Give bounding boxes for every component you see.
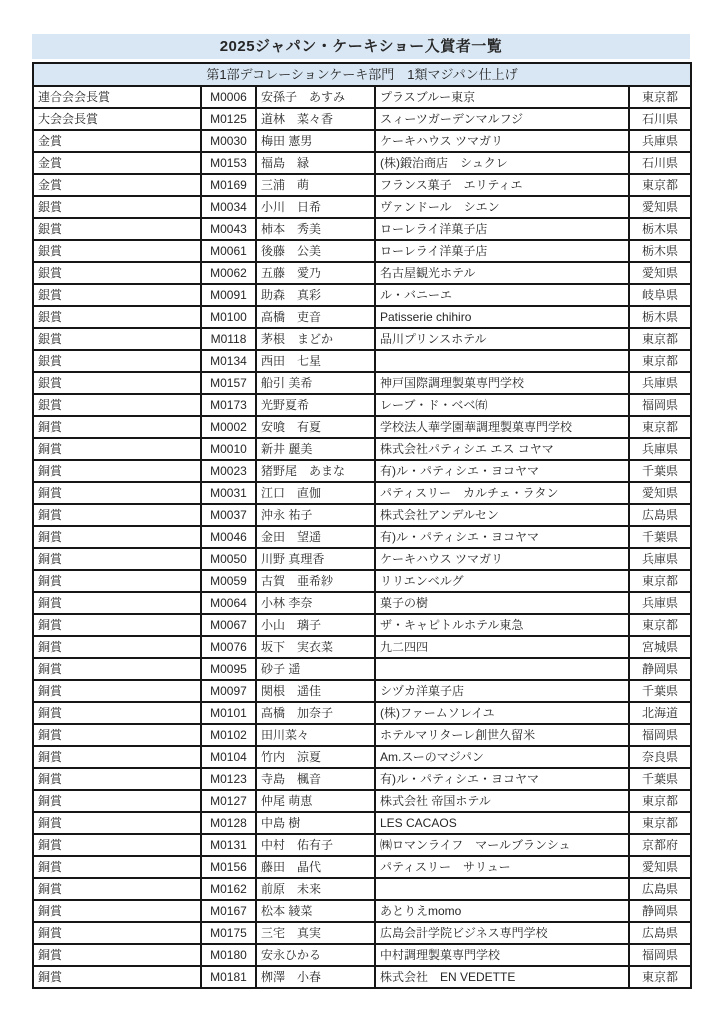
shop-cell: 九二四四 <box>375 636 629 658</box>
entry-id-cell: M0046 <box>201 526 256 548</box>
shop-cell: シヅカ洋菓子店 <box>375 680 629 702</box>
table-row <box>33 394 691 416</box>
award-cell: 銅賞 <box>33 680 201 702</box>
name-cell: 前原 未来 <box>256 878 375 900</box>
prefecture-cell: 福岡県 <box>629 394 691 416</box>
shop-cell: レーブ・ド・ベベ㈲ <box>375 394 629 416</box>
name-cell: 助森 真彩 <box>256 284 375 306</box>
table-row <box>33 526 691 548</box>
name-cell: 田川菜々 <box>256 724 375 746</box>
award-cell: 銀賞 <box>33 394 201 416</box>
entry-id-cell: M0102 <box>201 724 256 746</box>
shop-cell: 神戸国際調理製菓専門学校 <box>375 372 629 394</box>
award-cell: 銀賞 <box>33 328 201 350</box>
shop-cell <box>375 350 629 372</box>
award-cell: 銅賞 <box>33 900 201 922</box>
award-cell: 銅賞 <box>33 812 201 834</box>
entry-id-cell: M0167 <box>201 900 256 922</box>
entry-id-cell: M0162 <box>201 878 256 900</box>
table-row <box>33 262 691 284</box>
name-cell: 関根 遥佳 <box>256 680 375 702</box>
entry-id-cell: M0128 <box>201 812 256 834</box>
shop-cell: (株)鍛治商店 シュクレ <box>375 152 629 174</box>
table-row <box>33 768 691 790</box>
table-row <box>33 878 691 900</box>
shop-cell: (株)ファームソレイユ <box>375 702 629 724</box>
entry-id-cell: M0006 <box>201 86 256 108</box>
prefecture-cell: 栃木県 <box>629 218 691 240</box>
prefecture-cell: 東京都 <box>629 328 691 350</box>
table-row <box>33 834 691 856</box>
name-cell: 小川 日希 <box>256 196 375 218</box>
award-cell: 銅賞 <box>33 526 201 548</box>
entry-id-cell: M0062 <box>201 262 256 284</box>
prefecture-cell: 兵庫県 <box>629 130 691 152</box>
award-cell: 銀賞 <box>33 284 201 306</box>
award-cell: 銅賞 <box>33 636 201 658</box>
name-cell: 高橋 加奈子 <box>256 702 375 724</box>
entry-id-cell: M0180 <box>201 944 256 966</box>
award-cell: 銅賞 <box>33 834 201 856</box>
name-cell: 沖永 祐子 <box>256 504 375 526</box>
entry-id-cell: M0059 <box>201 570 256 592</box>
prefecture-cell: 北海道 <box>629 702 691 724</box>
prefecture-cell: 石川県 <box>629 152 691 174</box>
entry-id-cell: M0169 <box>201 174 256 196</box>
table-row <box>33 790 691 812</box>
name-cell: 五藤 愛乃 <box>256 262 375 284</box>
name-cell: 松本 綾菜 <box>256 900 375 922</box>
table-row <box>33 372 691 394</box>
page-title: 2025ジャパン・ケーキショー入賞者一覧 <box>32 34 690 59</box>
award-cell: 銀賞 <box>33 262 201 284</box>
entry-id-cell: M0156 <box>201 856 256 878</box>
table-row <box>33 570 691 592</box>
shop-cell: 学校法人華学園華調理製菓専門学校 <box>375 416 629 438</box>
name-cell: 道林 菜々香 <box>256 108 375 130</box>
prefecture-cell: 千葉県 <box>629 680 691 702</box>
table-row <box>33 438 691 460</box>
award-cell: 銅賞 <box>33 570 201 592</box>
award-cell: 銅賞 <box>33 944 201 966</box>
prefecture-cell: 広島県 <box>629 504 691 526</box>
prefecture-cell: 栃木県 <box>629 306 691 328</box>
entry-id-cell: M0100 <box>201 306 256 328</box>
prefecture-cell: 兵庫県 <box>629 592 691 614</box>
prefecture-cell: 東京都 <box>629 812 691 834</box>
prefecture-cell: 東京都 <box>629 174 691 196</box>
shop-cell: ケーキハウス ツマガリ <box>375 130 629 152</box>
shop-cell: 有)ル・パティシエ・ヨコヤマ <box>375 526 629 548</box>
prefecture-cell: 広島県 <box>629 878 691 900</box>
shop-cell: 品川プリンスホテル <box>375 328 629 350</box>
table-row <box>33 922 691 944</box>
entry-id-cell: M0023 <box>201 460 256 482</box>
award-cell: 金賞 <box>33 152 201 174</box>
prefecture-cell: 愛知県 <box>629 482 691 504</box>
table-row <box>33 856 691 878</box>
prefecture-cell: 千葉県 <box>629 460 691 482</box>
shop-cell: Patisserie chihiro <box>375 306 629 328</box>
award-cell: 銅賞 <box>33 658 201 680</box>
prefecture-cell: 静岡県 <box>629 658 691 680</box>
prefecture-cell: 東京都 <box>629 790 691 812</box>
entry-id-cell: M0157 <box>201 372 256 394</box>
name-cell: 砂子 遥 <box>256 658 375 680</box>
name-cell: 光野夏希 <box>256 394 375 416</box>
table-row <box>33 658 691 680</box>
table-row <box>33 724 691 746</box>
award-cell: 銅賞 <box>33 878 201 900</box>
name-cell: 坂下 実衣菜 <box>256 636 375 658</box>
award-cell: 銀賞 <box>33 196 201 218</box>
table-row <box>33 196 691 218</box>
entry-id-cell: M0002 <box>201 416 256 438</box>
table-row <box>33 702 691 724</box>
prefecture-cell: 岐阜県 <box>629 284 691 306</box>
shop-cell <box>375 658 629 680</box>
prefecture-cell: 千葉県 <box>629 526 691 548</box>
table-row <box>33 174 691 196</box>
name-cell: 藤田 晶代 <box>256 856 375 878</box>
table-row <box>33 108 691 130</box>
name-cell: 三宅 真実 <box>256 922 375 944</box>
entry-id-cell: M0061 <box>201 240 256 262</box>
entry-id-cell: M0097 <box>201 680 256 702</box>
entry-id-cell: M0175 <box>201 922 256 944</box>
name-cell: 古賀 亜希紗 <box>256 570 375 592</box>
entry-id-cell: M0173 <box>201 394 256 416</box>
shop-cell <box>375 878 629 900</box>
entry-id-cell: M0076 <box>201 636 256 658</box>
name-cell: 猪野尾 あまな <box>256 460 375 482</box>
prefecture-cell: 東京都 <box>629 416 691 438</box>
shop-cell: 株式会社アンデルセン <box>375 504 629 526</box>
shop-cell: あとりえmomo <box>375 900 629 922</box>
name-cell: 安永ひかる <box>256 944 375 966</box>
shop-cell: ル・バニーエ <box>375 284 629 306</box>
table-row <box>33 614 691 636</box>
award-cell: 金賞 <box>33 174 201 196</box>
shop-cell: LES CACAOS <box>375 812 629 834</box>
prefecture-cell: 東京都 <box>629 350 691 372</box>
table-row <box>33 86 691 108</box>
table-row <box>33 900 691 922</box>
shop-cell: 有)ル・パティシエ・ヨコヤマ <box>375 768 629 790</box>
entry-id-cell: M0034 <box>201 196 256 218</box>
entry-id-cell: M0181 <box>201 966 256 988</box>
award-cell: 銅賞 <box>33 966 201 988</box>
table-row <box>33 350 691 372</box>
entry-id-cell: M0104 <box>201 746 256 768</box>
entry-id-cell: M0091 <box>201 284 256 306</box>
award-cell: 銅賞 <box>33 460 201 482</box>
name-cell: 小山 璃子 <box>256 614 375 636</box>
table-row <box>33 636 691 658</box>
award-cell: 銀賞 <box>33 240 201 262</box>
prefecture-cell: 福岡県 <box>629 724 691 746</box>
award-cell: 銀賞 <box>33 350 201 372</box>
prefecture-cell: 東京都 <box>629 614 691 636</box>
table-row <box>33 130 691 152</box>
entry-id-cell: M0153 <box>201 152 256 174</box>
name-cell: 船引 美希 <box>256 372 375 394</box>
award-cell: 銅賞 <box>33 416 201 438</box>
award-cell: 大会会長賞 <box>33 108 201 130</box>
shop-cell: ㈱ロマンライフ マールブランシュ <box>375 834 629 856</box>
award-cell: 銀賞 <box>33 218 201 240</box>
prefecture-cell: 愛知県 <box>629 196 691 218</box>
shop-cell: ホテルマリターレ創世久留米 <box>375 724 629 746</box>
shop-cell: スィーツガーデンマルフジ <box>375 108 629 130</box>
shop-cell: ヴァンドール シエン <box>375 196 629 218</box>
table-row <box>33 416 691 438</box>
award-cell: 銀賞 <box>33 372 201 394</box>
shop-cell: Am.スーのマジパン <box>375 746 629 768</box>
shop-cell: ローレライ洋菓子店 <box>375 240 629 262</box>
prefecture-cell: 栃木県 <box>629 240 691 262</box>
entry-id-cell: M0037 <box>201 504 256 526</box>
entry-id-cell: M0125 <box>201 108 256 130</box>
award-cell: 銅賞 <box>33 768 201 790</box>
name-cell: 柿本 秀美 <box>256 218 375 240</box>
shop-cell: ザ・キャピトルホテル東急 <box>375 614 629 636</box>
prefecture-cell: 福岡県 <box>629 944 691 966</box>
table-row <box>33 284 691 306</box>
section-header: 第1部デコレーションケーキ部門 1類マジパン仕上げ <box>33 63 691 86</box>
entry-id-cell: M0101 <box>201 702 256 724</box>
name-cell: 安孫子 あすみ <box>256 86 375 108</box>
award-cell: 金賞 <box>33 130 201 152</box>
table-row <box>33 482 691 504</box>
entry-id-cell: M0131 <box>201 834 256 856</box>
table-row <box>33 328 691 350</box>
name-cell: 後藤 公美 <box>256 240 375 262</box>
award-cell: 銅賞 <box>33 482 201 504</box>
entry-id-cell: M0134 <box>201 350 256 372</box>
table-row <box>33 548 691 570</box>
table-row <box>33 746 691 768</box>
shop-cell: 中村調理製菓専門学校 <box>375 944 629 966</box>
award-cell: 銅賞 <box>33 724 201 746</box>
shop-cell: リリエンベルグ <box>375 570 629 592</box>
shop-cell: 株式会社 帝国ホテル <box>375 790 629 812</box>
prefecture-cell: 東京都 <box>629 86 691 108</box>
awards-table <box>32 62 692 989</box>
award-cell: 銅賞 <box>33 790 201 812</box>
shop-cell: ローレライ洋菓子店 <box>375 218 629 240</box>
shop-cell: 菓子の樹 <box>375 592 629 614</box>
section-header-row <box>33 63 691 86</box>
table-row <box>33 218 691 240</box>
name-cell: 仲尾 萌恵 <box>256 790 375 812</box>
prefecture-cell: 愛知県 <box>629 856 691 878</box>
prefecture-cell: 広島県 <box>629 922 691 944</box>
prefecture-cell: 石川県 <box>629 108 691 130</box>
table-row <box>33 966 691 988</box>
prefecture-cell: 兵庫県 <box>629 438 691 460</box>
entry-id-cell: M0067 <box>201 614 256 636</box>
name-cell: 中村 佑有子 <box>256 834 375 856</box>
entry-id-cell: M0043 <box>201 218 256 240</box>
shop-cell: 名古屋観光ホテル <box>375 262 629 284</box>
prefecture-cell: 東京都 <box>629 570 691 592</box>
prefecture-cell: 兵庫県 <box>629 548 691 570</box>
prefecture-cell: 奈良県 <box>629 746 691 768</box>
table-row <box>33 306 691 328</box>
entry-id-cell: M0064 <box>201 592 256 614</box>
name-cell: 小林 李奈 <box>256 592 375 614</box>
prefecture-cell: 宮城県 <box>629 636 691 658</box>
name-cell: 三浦 萌 <box>256 174 375 196</box>
table-row <box>33 504 691 526</box>
shop-cell: プラスブルー東京 <box>375 86 629 108</box>
prefecture-cell: 京都府 <box>629 834 691 856</box>
name-cell: 江口 直伽 <box>256 482 375 504</box>
entry-id-cell: M0030 <box>201 130 256 152</box>
award-cell: 銅賞 <box>33 592 201 614</box>
document-page <box>32 34 690 989</box>
entry-id-cell: M0095 <box>201 658 256 680</box>
table-row <box>33 592 691 614</box>
name-cell: 高橋 吏音 <box>256 306 375 328</box>
table-row <box>33 944 691 966</box>
prefecture-cell: 愛知県 <box>629 262 691 284</box>
award-cell: 銅賞 <box>33 746 201 768</box>
entry-id-cell: M0050 <box>201 548 256 570</box>
name-cell: 栁澤 小春 <box>256 966 375 988</box>
award-cell: 銅賞 <box>33 438 201 460</box>
name-cell: 金田 望遥 <box>256 526 375 548</box>
prefecture-cell: 静岡県 <box>629 900 691 922</box>
name-cell: 梅田 憲男 <box>256 130 375 152</box>
table-row <box>33 812 691 834</box>
prefecture-cell: 東京都 <box>629 966 691 988</box>
shop-cell: 株式会社パティシエ エス コヤマ <box>375 438 629 460</box>
shop-cell: ケーキハウス ツマガリ <box>375 548 629 570</box>
table-row <box>33 152 691 174</box>
award-cell: 銅賞 <box>33 702 201 724</box>
entry-id-cell: M0010 <box>201 438 256 460</box>
shop-cell: 株式会社 EN VEDETTE <box>375 966 629 988</box>
entry-id-cell: M0127 <box>201 790 256 812</box>
award-cell: 銅賞 <box>33 614 201 636</box>
entry-id-cell: M0123 <box>201 768 256 790</box>
name-cell: 川野 真理香 <box>256 548 375 570</box>
award-cell: 銀賞 <box>33 306 201 328</box>
name-cell: 新井 麗美 <box>256 438 375 460</box>
shop-cell: 有)ル・パティシエ・ヨコヤマ <box>375 460 629 482</box>
name-cell: 茅根 まどか <box>256 328 375 350</box>
prefecture-cell: 千葉県 <box>629 768 691 790</box>
table-row <box>33 680 691 702</box>
award-cell: 銅賞 <box>33 504 201 526</box>
shop-cell: フランス菓子 エリティエ <box>375 174 629 196</box>
entry-id-cell: M0118 <box>201 328 256 350</box>
name-cell: 中島 樹 <box>256 812 375 834</box>
name-cell: 福島 緑 <box>256 152 375 174</box>
name-cell: 竹内 涼夏 <box>256 746 375 768</box>
shop-cell: パティスリー カルチェ・ラタン <box>375 482 629 504</box>
table-row <box>33 240 691 262</box>
name-cell: 西田 七星 <box>256 350 375 372</box>
prefecture-cell: 兵庫県 <box>629 372 691 394</box>
award-cell: 銅賞 <box>33 856 201 878</box>
award-cell: 銅賞 <box>33 548 201 570</box>
name-cell: 安喰 有夏 <box>256 416 375 438</box>
shop-cell: 広島会計学院ビジネス専門学校 <box>375 922 629 944</box>
name-cell: 寺島 楓音 <box>256 768 375 790</box>
shop-cell: パティスリー サリュー <box>375 856 629 878</box>
entry-id-cell: M0031 <box>201 482 256 504</box>
table-row <box>33 460 691 482</box>
award-cell: 銅賞 <box>33 922 201 944</box>
award-cell: 連合会会長賞 <box>33 86 201 108</box>
